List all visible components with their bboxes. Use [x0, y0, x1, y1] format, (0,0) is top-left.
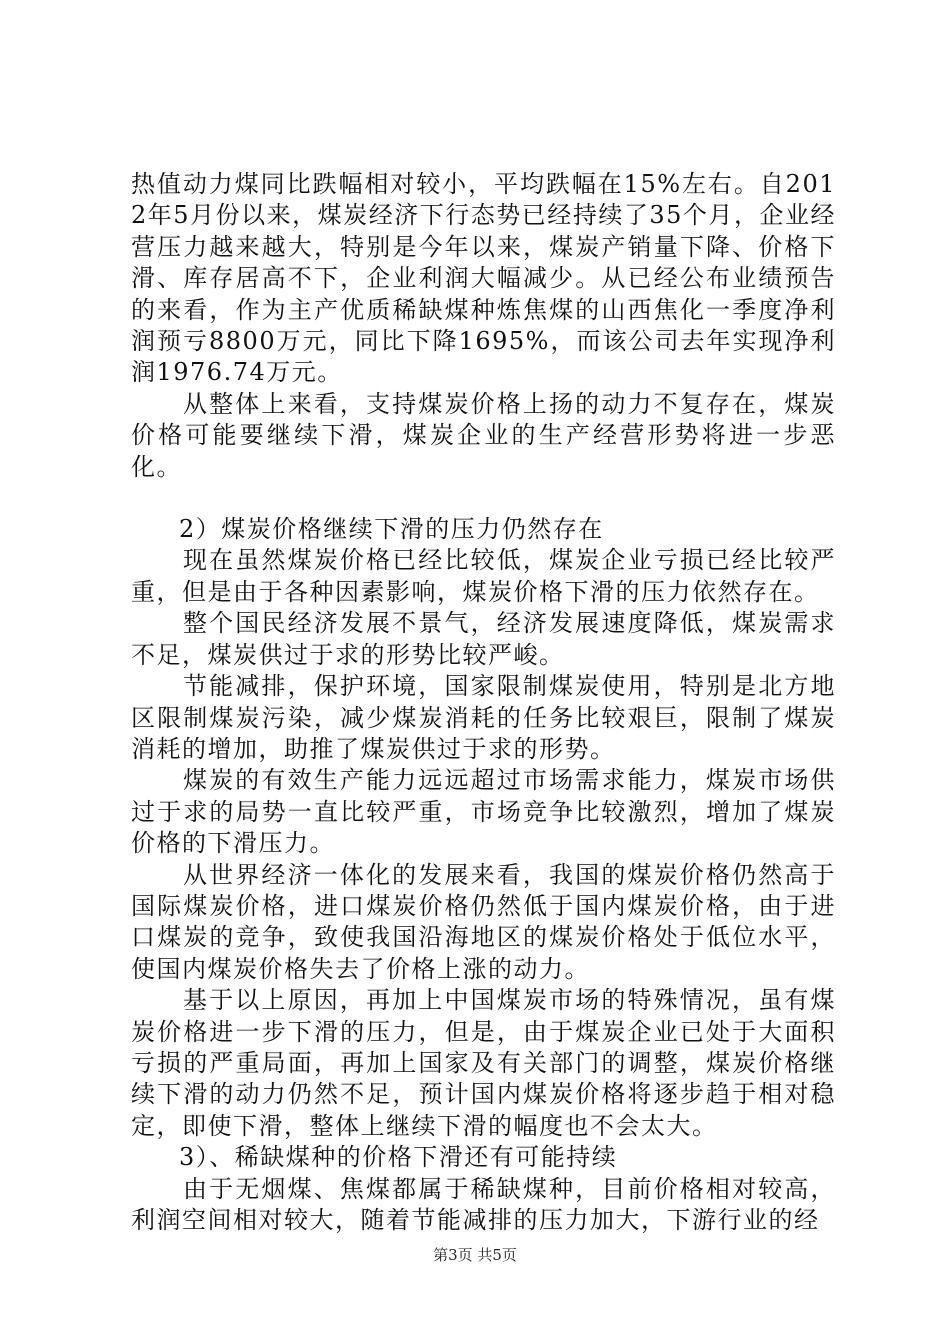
section-heading-3: 3）、稀缺煤种的价格下滑还有可能持续	[179, 1143, 618, 1172]
section2-paragraph: 基于以上原因，再加上中国煤炭市场的特殊情况，虽有煤炭价格进一步下滑的压力，但是，由于煤炭企业已处于大面积亏损的严重局面，再加上国家及有关部门的调整，煤炭价格继续下滑的动力仍然不足，预计国内煤炭价格将逐步趋于相对稳定，即使下滑，整体上继续下滑的幅度也不会太大。	[131, 986, 836, 1140]
paragraph-gap	[131, 483, 836, 514]
page-footer: 第3页 共5页	[433, 1246, 517, 1264]
document-body	[131, 169, 836, 1236]
section2-paragraph: 整个国民经济发展不景气，经济发展速度降低，煤炭需求不足，煤炭供过于求的形势比较严峻。	[131, 609, 836, 669]
section2-paragraph: 节能减排，保护环境，国家限制煤炭使用，特别是北方地区限制煤炭污染，减少煤炭消耗的任务比较艰巨，限制了煤炭消耗的增加，助推了煤炭供过于求的形势。	[131, 672, 836, 763]
section2-paragraph: 煤炭的有效生产能力远远超过市场需求能力，煤炭市场供过于求的局势一直比较严重，市场竞争比较激烈，增加了煤炭价格的下滑压力。	[131, 766, 836, 858]
section-heading-2: 2）煤炭价格继续下滑的压力仍然存在	[179, 515, 604, 544]
section3-paragraph: 由于无烟煤、焦煤都属于稀缺煤种，目前价格相对较高，利润空间相对较大，随着节能减排的压力加大，下游行业的经	[131, 1174, 836, 1234]
section2-paragraph: 从世界经济一体化的发展来看，我国的煤炭价格仍然高于国际煤炭价格，进口煤炭价格仍然低于国内煤炭价格，由于进口煤炭的竞争，致使我国沿海地区的煤炭价格处于低位水平，使国内煤炭价格失去了价格上涨的动力。	[131, 860, 836, 983]
paragraph-summary: 从整体上来看，支持煤炭价格上扬的动力不复存在，煤炭价格可能要继续下滑，煤炭企业的生产经营形势将进一步恶化。	[131, 389, 836, 481]
paragraph-continuation: 热值动力煤同比跌幅相对较小，平均跌幅在15%左右。自2012年5月份以来，煤炭经济下行态势已经持续了35个月，企业经营压力越来越大，特别是今年以来，煤炭产销量下降、价格下滑、库存居高不下，企业利润大幅减少。从已经公布业绩预告的来看，作为主产优质稀缺煤种炼焦煤的山西焦化一季度净利润预亏8800万元，同比下降1695%，而该公司去年实现净利润1976.74万元。	[131, 170, 836, 387]
section2-paragraph: 现在虽然煤炭价格已经比较低，煤炭企业亏损已经比较严重，但是由于各种因素影响，煤炭价格下滑的压力依然存在。	[131, 546, 836, 606]
